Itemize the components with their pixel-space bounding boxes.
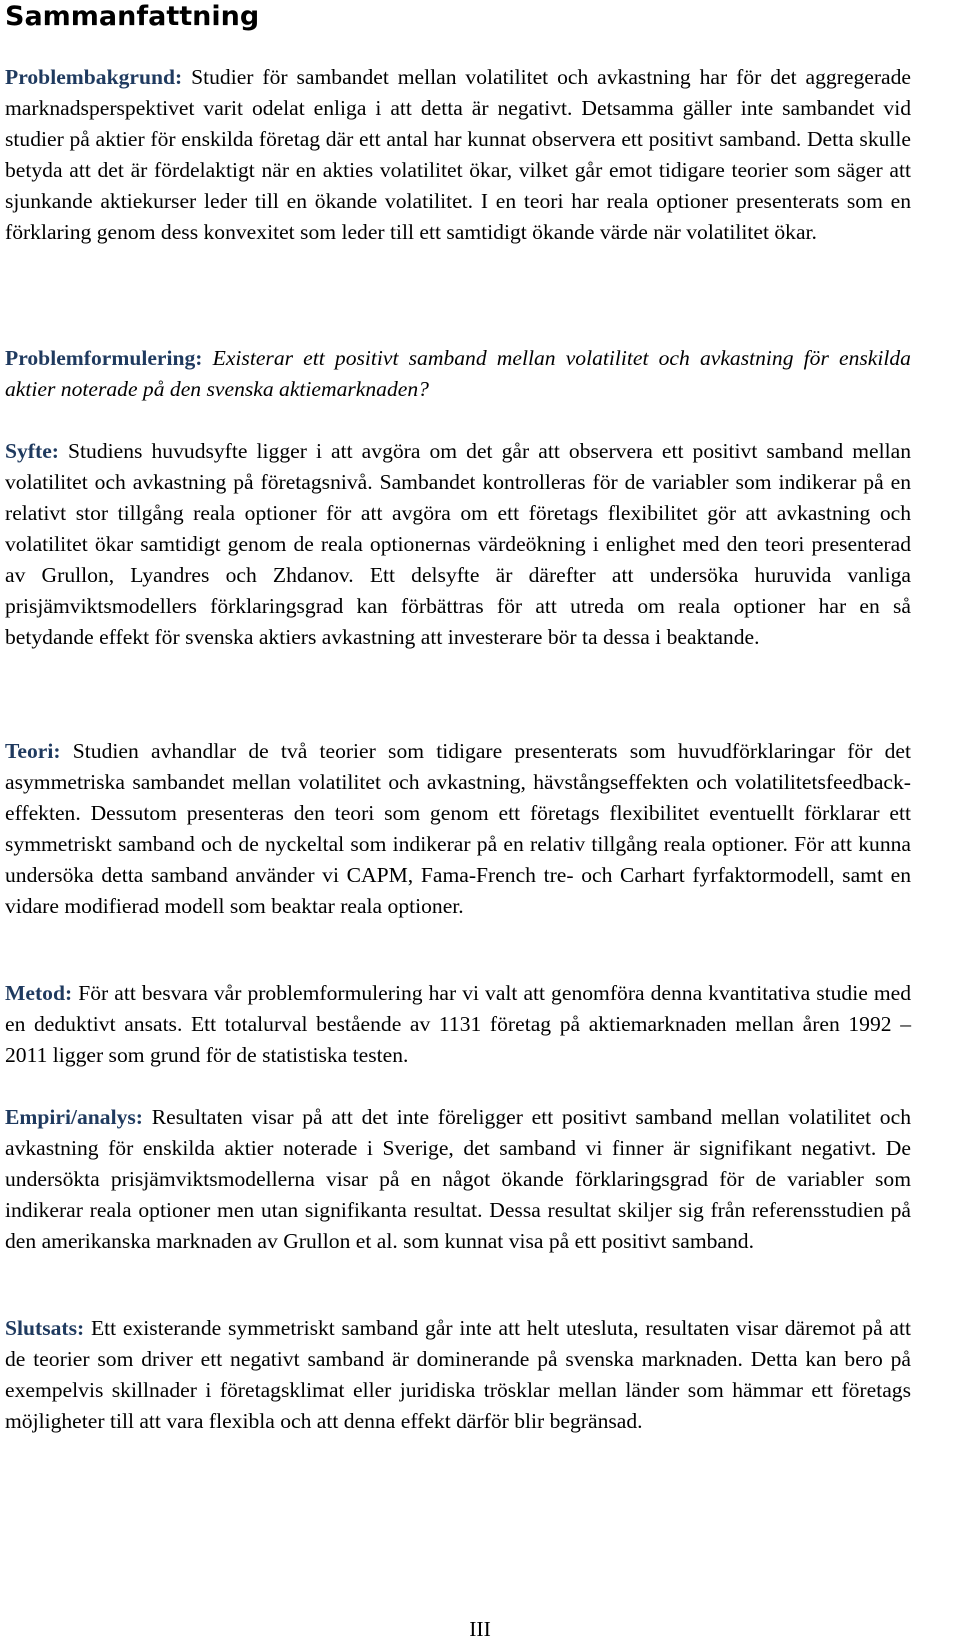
section-label: Problembakgrund: [5, 65, 183, 89]
section-text: Resultaten visar på att det inte föreligger ett positivt samband mellan volatilitet och avkastning för enskilda aktier noterade i Sverige, det samband vi finner är signifikant negativt. De undersökta prisjämviktsmodellerna visar på en något ökande förklaringsgrad för de variabler som indikerar reala optioner men utan signifikanta resultat. Dessa resultat skiljer sig från referensstudien på den amerikanska marknaden av Grullon et al. som kunnat visa på ett positivt samband. [5, 1105, 911, 1253]
page-title: Sammanfattning [5, 1, 260, 32]
section-teori [5, 736, 911, 922]
section-text: Studier för sambandet mellan volatilitet och avkastning har för det aggregerade marknadsperspektivet varit odelat enliga i att detta är negativt. Detsamma gäller inte sambandet vid studier på aktier för enskilda företag där ett antal har kunnat observera ett positivt samband. Detta skulle betyda att det är fördelaktigt när en akties volatilitet ökar, vilket går emot tidigare teorier som säger att sjunkande aktiekurser leder till en ökande volatilitet. I en teori har reala optioner presenterats som en förklaring genom dess konvexitet som leder till ett samtidigt ökande värde när volatilitet ökar. [5, 65, 911, 244]
section-slutsats [5, 1313, 911, 1437]
section-text: Ett existerande symmetriskt samband går inte att helt utesluta, resultaten visar däremot på att de teorier som driver ett negativt samband är dominerande på svenska marknaden. Detta kan bero på exempelvis skillnader i företagsklimat eller juridiska trösklar mellan länder som hämmar ett företags möjligheter till att vara flexibla och att denna effekt därför blir begränsad. [5, 1316, 911, 1433]
section-metod [5, 978, 911, 1071]
section-label: Syfte: [5, 439, 59, 463]
section-syfte [5, 436, 911, 653]
section-text: Studien avhandlar de två teorier som tidigare presenterats som huvudförklaringar för det asymmetriska sambandet mellan volatilitet och avkastning, hävstångseffekten och volatilitetsfeedback-effekten. Dessutom presenteras den teori som genom ett företags flexibilitet eventuellt förklarar ett symmetriskt samband och de nyckeltal som indikerar på en relativ tillgång reala optioner. För att kunna undersöka detta samband använder vi CAPM, Fama-French tre- och Carhart fyrfaktormodell, samt en vidare modifierad modell som beaktar reala optioner. [5, 739, 911, 918]
section-problembakgrund [5, 62, 911, 248]
section-label: Empiri/analys: [5, 1105, 143, 1129]
section-label: Slutsats: [5, 1316, 85, 1340]
section-label: Metod: [5, 981, 73, 1005]
section-problemformulering [5, 343, 911, 405]
section-text: Existerar ett positivt samband mellan volatilitet och avkastning för enskilda aktier noterade på den svenska aktiemarknaden? [5, 346, 911, 401]
section-label: Teori: [5, 739, 61, 763]
section-empiri-analys [5, 1102, 911, 1257]
section-label: Problemformulering: [5, 346, 203, 370]
section-text: Studiens huvudsyfte ligger i att avgöra om det går att observera ett positivt samband mellan volatilitet och avkastning på företagsnivå. Sambandet kontrolleras för de variabler som indikerar på en relativt stor tillgång reala optioner för att avgöra om ett företags flexibilitet gör att avkastning och volatilitet ökar samtidigt genom de reala optionernas värdeökning i enlighet med den teori presenterad av Grullon, Lyandres och Zhdanov. Ett delsyfte är därefter att undersöka huruvida vanliga prisjämviktsmodellers förklaringsgrad kan förbättras för att utreda om reala optioner har en så betydande effekt för svenska aktiers avkastning att investerare bör ta dessa i beaktande. [5, 439, 912, 649]
page-number: III [469, 1617, 491, 1641]
section-text: För att besvara vår problemformulering har vi valt att genomföra denna kvantitativa studie med en deduktivt ansats. Ett totalurval bestående av 1131 företag på aktiemarknaden mellan åren 1992 – 2011 ligger som grund för de statistiska testen. [5, 981, 911, 1067]
